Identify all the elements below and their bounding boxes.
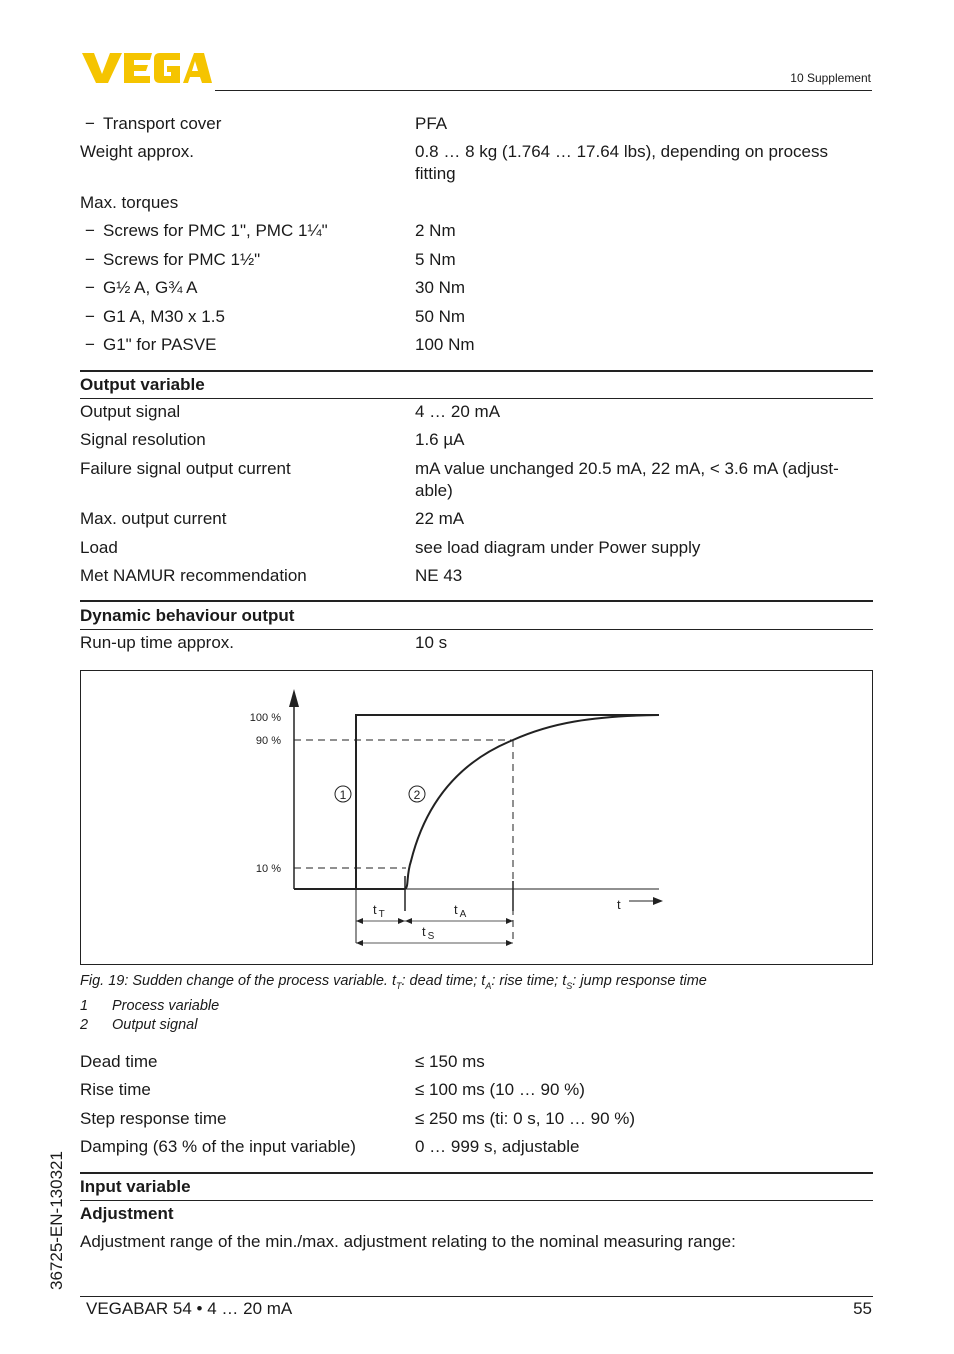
section-title-output-variable: Output variable: [80, 375, 205, 394]
step-response-diagram: [81, 671, 872, 964]
arrow-icon: [506, 940, 513, 946]
step-response-figure: [80, 670, 873, 965]
output-signal-curve: [294, 715, 659, 889]
document-code: 36725-EN-130321: [47, 1151, 66, 1290]
marker-1-label: 1: [339, 788, 347, 802]
process-variable-curve: [294, 715, 659, 889]
arrow-icon: [506, 918, 513, 924]
marker-2-label: 2: [413, 788, 421, 802]
footer-product: VEGABAR 54 • 4 … 20 mA: [86, 1299, 293, 1318]
y-tick-10: 10 %: [255, 863, 281, 875]
label-tA: t $_A$: [454, 902, 467, 920]
legend-item: 2 Output signal: [80, 1017, 198, 1033]
section-label: 10 Supplement: [790, 71, 871, 85]
arrow-icon: [398, 918, 405, 924]
section-rule: [80, 398, 873, 399]
page-number: 55: [853, 1299, 872, 1318]
x-axis-label: t: [617, 897, 621, 912]
time-arrow-icon: [653, 897, 663, 905]
section-title-input-variable: Input variable: [80, 1177, 191, 1196]
section-title-dynamic-behaviour: Dynamic behaviour output: [80, 606, 295, 625]
y-tick-100: 100 %: [249, 712, 281, 724]
y-tick-90: 90 %: [255, 735, 281, 747]
section-rule: [80, 1172, 873, 1174]
section-rule: [80, 1200, 873, 1201]
arrow-icon: [405, 918, 412, 924]
vega-logo: [80, 50, 212, 84]
legend-item: 1 Process variable: [80, 998, 220, 1014]
section-rule: [80, 370, 873, 372]
header-rule: [215, 90, 872, 91]
subsection-title-adjustment: Adjustment: [80, 1204, 174, 1223]
label-tS: t $_S$: [422, 924, 435, 942]
section-rule: [80, 600, 873, 602]
arrow-icon: [356, 918, 363, 924]
arrow-icon: [356, 940, 363, 946]
label-tT: t $_T$: [373, 902, 385, 920]
adjustment-text: Adjustment range of the min./max. adjustment relating to the nominal measuring range:: [80, 1232, 736, 1251]
y-axis-arrow-icon: [289, 689, 299, 707]
section-rule: [80, 629, 873, 630]
footer-rule: [80, 1296, 873, 1297]
figure-caption: Fig. 19: Sudden change of the process variable. $t_T$: dead time; $t_A$: rise time; $t_S$: jump response time: [80, 973, 707, 991]
